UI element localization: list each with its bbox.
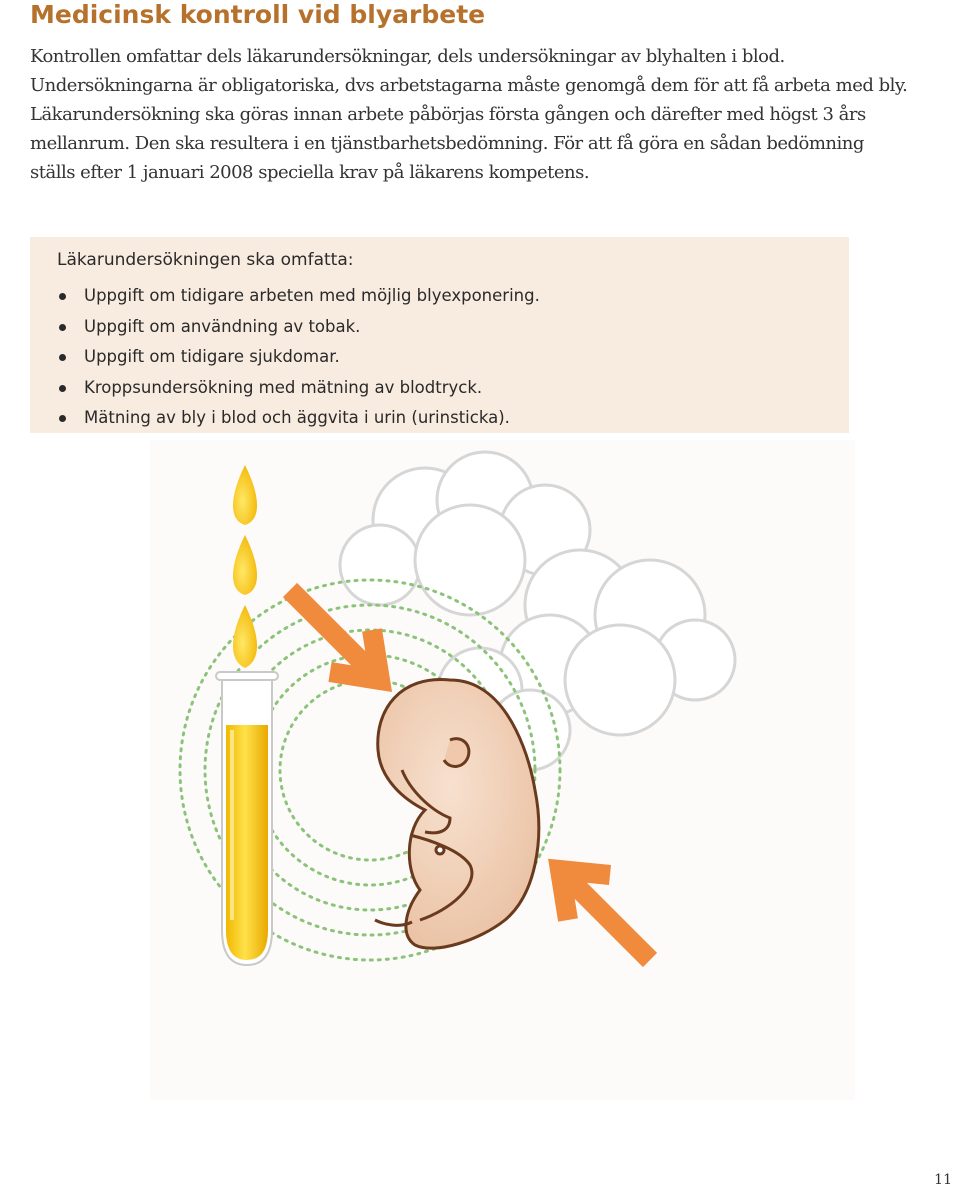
arrow-icon	[560, 870, 650, 960]
list-item-text: Uppgift om tidigare arbeten med möjlig blyexponering.	[84, 286, 540, 305]
examination-box	[30, 237, 849, 433]
page-title: Medicinsk kontroll vid blyarbete	[30, 0, 486, 29]
illustration-svg	[150, 440, 855, 1100]
intro-paragraph: Kontrollen omfattar dels läkarundersökningar, dels undersökningar av blyhalten i blod. Undersökningarna är obligatoriska, dvs arbetstagarna måste genomgå dem för att få arbeta med bly. Läkarundersökning ska göras innan arbete påbörjas första gången och därefter med högst 3 års mellanrum. Den ska resultera i en tjänstbarhetsbedömning. För att få göra en sådan bedömning ställs efter 1 januari 2008 speciella krav på läkarens kompetens.	[30, 46, 908, 183]
bullet-icon	[59, 324, 66, 331]
bullet-icon	[59, 293, 66, 300]
illustration	[150, 440, 855, 1100]
bullet-icon	[59, 415, 66, 422]
list-item-text: Kroppsundersökning med mätning av blodtryck.	[84, 377, 483, 397]
box-heading: Läkarundersökningen ska omfatta:	[57, 250, 354, 270]
list-item	[57, 403, 540, 434]
list-item	[57, 342, 540, 373]
list-item-text: Uppgift om användning av tobak.	[84, 316, 361, 336]
list-item-text: Uppgift om tidigare sjukdomar.	[84, 347, 340, 366]
list-item	[57, 312, 540, 343]
list-item	[57, 373, 540, 404]
drop-icon	[233, 465, 257, 525]
examination-list	[57, 281, 540, 434]
bullet-icon	[59, 354, 66, 361]
test-tube-icon	[216, 672, 278, 965]
drop-icon	[233, 605, 257, 668]
bullet-icon	[59, 385, 66, 392]
list-item-text: Mätning av bly i blod och äggvita i urin (urinsticka).	[84, 408, 510, 427]
drop-icon	[233, 535, 257, 595]
page-number: 11	[934, 1172, 952, 1188]
list-item	[57, 281, 540, 312]
